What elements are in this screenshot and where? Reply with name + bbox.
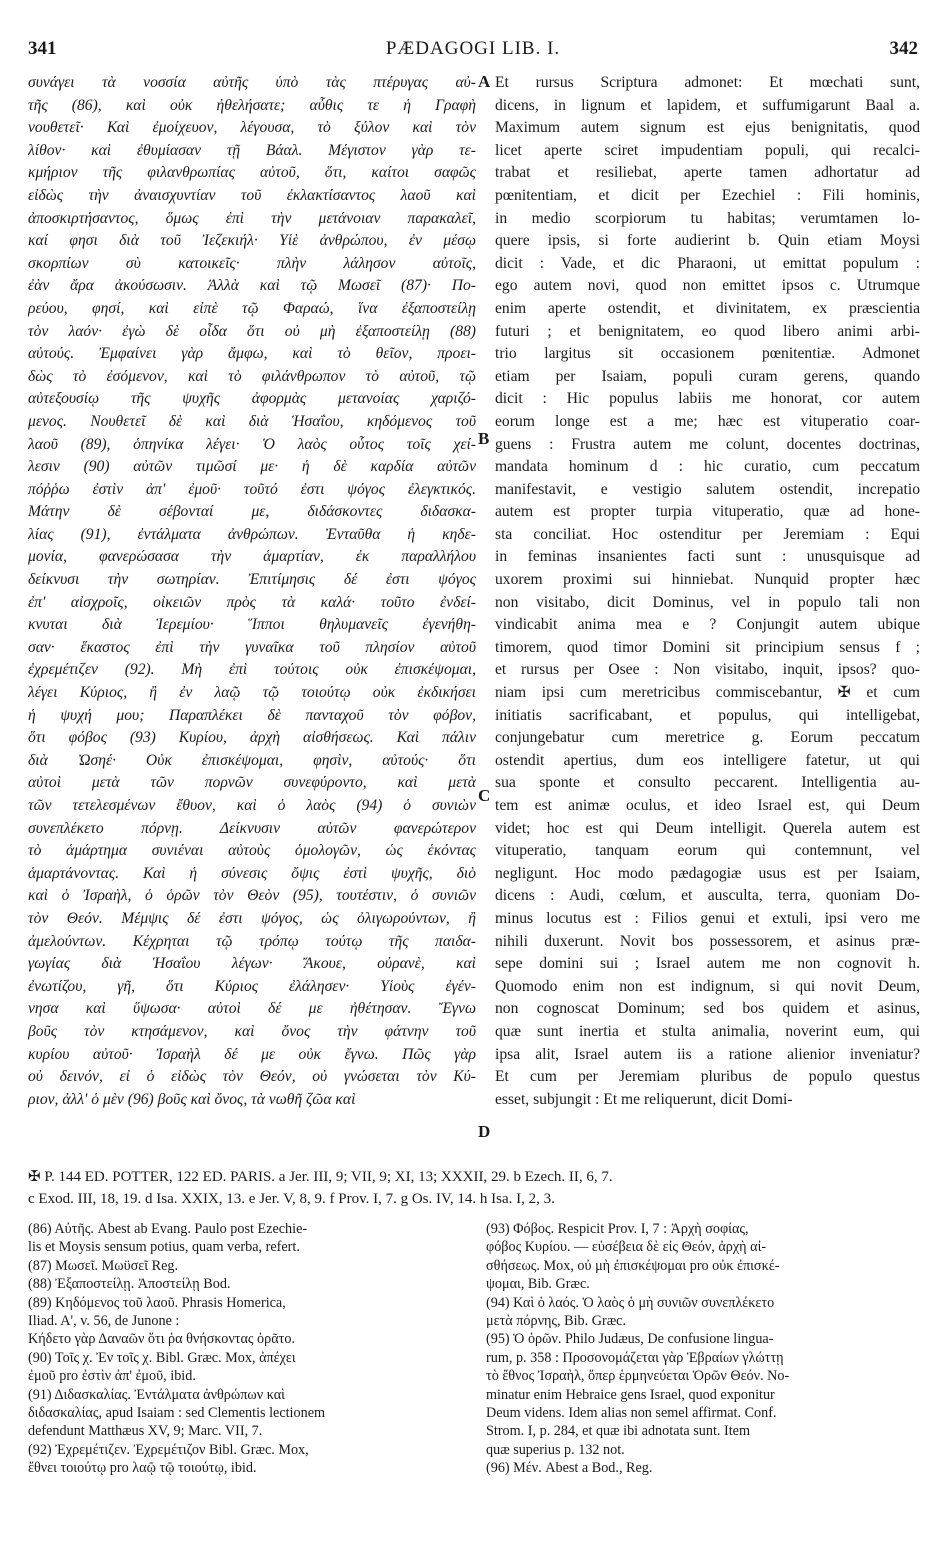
greek-text-line: πόῤῥω ἐστὶν ἀπ' ἐμοῦ· τοῦτό ἐστι ψόγος ἐλεγκτικός. [28, 480, 476, 498]
reference-line: ✠ P. 144 ED. POTTER, 122 ED. PARIS. a Jer. III, 9; VII, 9; XI, 13; XXXII, 29. b Ezech. II, 6, 7. [28, 1169, 613, 1185]
latin-text-line: uxorem proximi sui hinniebat. Nunquid propter hæc [495, 571, 920, 589]
margin-marker-d: D [478, 1122, 491, 1141]
latin-text-line: quæ sunt inertia et stulta animalia, noverint eum, qui [495, 1022, 920, 1040]
greek-text-line: δείκνυσι τὴν σωτηρίαν. Ἐπιτίμησις δέ ἐστι ψόγος [28, 571, 476, 589]
greek-text-line: λέγει Κύριος, ἢ ἐν λαῷ τῷ τοιούτῳ οὐκ ἐκδικήσει [28, 684, 476, 702]
greek-text-line: αὐτούς. Ἐμφαίνει γὰρ ἄμφω, καὶ τὸ θεῖον, προει- [28, 345, 476, 363]
footnote-line: ψομαι, Bib. Græc. [486, 1276, 590, 1293]
margin-marker-b: B [478, 429, 490, 448]
greek-text-line: καὶ ὁ Ἰσραὴλ, ὁ ὁρῶν τὸν Θεὸν (95), τουτέστιν, ὁ συνιῶν [28, 887, 476, 905]
greek-text-line: τῆς (86), καὶ οὐκ ἠθελήσατε; αὖθις τε ἡ Γραφὴ [28, 96, 476, 114]
greek-text-line: ἀμελούντων. Κέχρηται τῷ τρόπῳ τούτῳ τῆς παιδα- [28, 932, 476, 950]
latin-text-line: ipsa alit, Israel autem iis a ratione alienior inveniatur? [495, 1045, 920, 1063]
footnote-line: (95) Ὁ ὁρῶν. Philo Judæus, De confusione lingua- [486, 1331, 774, 1348]
latin-text-line: timorem, quod timor Domini sit principium sensus f ; [495, 638, 920, 656]
greek-text-line: ριον, ἀλλ' ὁ μὲν (96) βοῦς καὶ ὄνος, τὰ νωθῆ ζῶα καὶ [28, 1090, 356, 1108]
footnotes-right-column [486, 1220, 918, 1540]
latin-text-line: eorum longe est a me; hæc est vituperatio coar- [495, 412, 920, 430]
greek-text-line: καί φησι διὰ τοῦ Ἰεζεκιήλ· Υἱὲ ἀνθρώπου, ἐν μέσῳ [28, 232, 476, 250]
latin-text-line: autem est propter turpia vituperatio, quæ ad hone- [495, 503, 920, 521]
greek-text-line: κνυται διὰ Ἱερεμίου· Ἵπποι θηλυμανεῖς ἐγενήθη- [28, 616, 476, 634]
latin-text-line: Maximum autem signum est ejus benignitatis, quod [495, 119, 920, 137]
latin-text-line: enim aperte ostendit, et divinitatem, ex præscientia [495, 299, 920, 317]
footnote-line: lis et Moysis sensum potius, quam verba, refert. [28, 1239, 300, 1256]
greek-text-line: εἰδὼς τὴν ἀναισχυντίαν τοῦ ἐκλακτίσαντος λαοῦ καὶ [28, 186, 476, 204]
footnote-line: (86) Αὐτῆς. Abest ab Evang. Paulo post Ezechie- [28, 1221, 308, 1237]
greek-text-line: ἡ ψυχή μου; Παραπλέκει δὲ πανταχοῦ τὸν φόβον, [28, 706, 476, 724]
greek-text-column [28, 72, 476, 1162]
latin-text-line: in feminas insanientes facti sunt : unusquisque ad [495, 548, 920, 566]
latin-text-line: ego autem novi, quod non emittet ipsos c. Utrumque [495, 277, 920, 295]
page-number-left: 341 [28, 38, 57, 59]
greek-text-line: τῶν τετελεσμένων ἔθυον, καὶ ὁ λαὸς (94) ὁ συνιὼν [28, 797, 476, 814]
latin-text-line: mandata hominum d : hic curatio, cum peccatum [495, 458, 920, 476]
latin-text-line: dicit : Vade, et dic Pharaoni, ut emittat populum : [495, 254, 920, 272]
latin-text-line: conjungebatur cum meretrice g. Eorum peccatum [495, 729, 920, 747]
latin-text-line: quere ipsis, si forte audierint b. Quin etiam Moysi [495, 232, 920, 250]
footnote-line: (93) Φόβος. Respicit Prov. I, 7 : Ἀρχὴ σοφίας, [486, 1221, 749, 1237]
greek-text-line: ἀποσκιρτήσαντος, ὅμως ἐπὶ τὴν μετάνοιαν παρακαλεῖ, [28, 209, 476, 227]
latin-text-column [495, 72, 920, 1162]
greek-text-line: ἐπ' αἰσχροῖς, οἰκειῶν πρὸς τὰ καλά· τοῦτο ἐνδεί- [28, 593, 476, 611]
greek-text-line: ἐχρεμέτιζεν (92). Μὴ ἐπὶ τούτοις οὐκ ἐπισκέψομαι, [28, 661, 476, 679]
page-number-right: 342 [889, 38, 918, 59]
margin-marker-c: C [478, 786, 491, 805]
greek-text-line: Μάτην δὲ σέβονταί με, διδάσκοντες διδασκα- [28, 503, 476, 521]
greek-text-line: κυρίου αὐτοῦ· Ἰσραὴλ δέ με οὐκ ἔγνω. Πῶς γὰρ [28, 1045, 476, 1063]
greek-text-line: ρεύου, φησί, καὶ εἰπὲ τῷ Φαραώ, ἵνα ἐξαποστείλῃ [28, 299, 476, 317]
footnote-line: (96) Μέν. Abest a Bod., Reg. [486, 1460, 653, 1477]
latin-text-line: sta conciliat. Hoc ostenditur per Jeremiam : Equi [495, 525, 920, 543]
latin-text-line: vindicabit anima mea e ? Conjungit autem ubique [495, 616, 920, 634]
greek-text-line: αὐτοὶ μετὰ τῶν πορνῶν συνεφύροντο, καὶ μετὰ [28, 774, 476, 792]
greek-text-line: μενος. Νουθετεῖ δὲ καὶ διὰ Ἡσαΐου, κηδόμενος τοῦ [28, 412, 476, 430]
footnote-line: quæ superius p. 132 not. [486, 1441, 625, 1458]
greek-text-line: λίθον· καὶ ἐθυμίασαν τῇ Βάαλ. Μέγιστον γὰρ τε- [28, 141, 476, 159]
latin-text-line: niam ipsi cum meretricibus commiscebantur, ✠ et cum [495, 684, 920, 702]
greek-text-line: βοῦς τὸν κτησάμενον, καὶ ὄνος τὴν φάτνην τοῦ [28, 1022, 476, 1040]
latin-text-line: minus locutus est : Filios genui et extuli, ipsi vero me [495, 909, 920, 927]
greek-text-line: λαοῦ (89), ὁπηνίκα λέγει· Ὁ λαὸς οὗτος τοῖς χεί- [28, 435, 476, 453]
footnote-line: Deum videns. Idem alias non semel affirmat. Conf. [486, 1405, 777, 1422]
footnote-line: Iliad. A', v. 56, de Junone : [28, 1313, 180, 1330]
footnote-line: τὸ ἔθνος Ἰσραὴλ, ὅπερ ἑρμηνεύεται Ὁρῶν Θεόν. No- [486, 1368, 790, 1385]
greek-text-line: νησα καὶ ὕψωσα· αὐτοὶ δέ με ἠθέτησαν. Ἔγνω [28, 1000, 476, 1018]
latin-text-line: in medio scorpiorum tu habitas; verumtamen lo- [495, 209, 920, 227]
footnote-line: (88) Ἐξαποστείλῃ. Ἀποστείλῃ Bod. [28, 1276, 231, 1293]
greek-text-line: συνάγει τὰ νοσσία αὐτῆς ὑπὸ τὰς πτέρυγας αὐ- [28, 74, 476, 91]
greek-text-line: κμήριον τῆς φιλανθρωπίας αὐτοῦ, ὅτι, καίτοι σαφῶς [28, 164, 476, 182]
footnote-line: ἐμοῦ pro ἐστὶν ἀπ' ἐμοῦ, ibid. [28, 1368, 196, 1385]
latin-text-line: pœnitentiam, et dicit per Ezechiel : Fili hominis, [495, 186, 920, 204]
footnote-line: (94) Καὶ ὁ λαός. Ὁ λαὸς ὁ μὴ συνιῶν συνεπλέκετο [486, 1294, 775, 1311]
latin-text-line: Et rursus Scriptura admonet: Et mœchati sunt, [495, 74, 920, 91]
greek-text-line: οὐ δεινόν, εἰ ὁ εἰδὼς τὸν Θεόν, οὐ γνώσεται τὸν Κύ- [28, 1068, 476, 1086]
latin-text-line: dicit : Hic populus labiis me honorat, cor autem [495, 390, 920, 408]
greek-text-line: ἁμαρτάνοντας. Καὶ ἡ σύνεσις ὄψις ἐστὶ ψυχῆς, διὸ [28, 864, 476, 882]
greek-text-line: ὅτι φόβος (93) Κυρίου, ἀρχὴ αἰσθήσεως. Καὶ πάλιν [28, 729, 476, 747]
greek-text-line: τὸν Θεόν. Μέμψις δέ ἐστι ψόγος, ὡς ὀλιγωρούντων, ἢ [28, 909, 476, 927]
latin-text-line: sua sponte et consulto peccarent. Intelligentia au- [495, 774, 920, 792]
greek-text-line: ἐνωτίζου, γῆ, ὅτι Κύριος ἐλάλησεν· Υἱοὺς ἐγέν- [28, 977, 476, 995]
greek-text-line: αὐτεξουσίῳ τῆς ψυχῆς ἀφορμὰς μετανοίας χαριζό- [28, 390, 476, 408]
greek-text-line: τὸν λαόν· ἐγὼ δὲ οἶδα ὅτι οὐ μὴ ἐξαποστείλῃ (88) [28, 322, 476, 340]
greek-text-line: γωγίας διὰ Ἡσαΐου λέγων· Ἄκουε, οὐρανὲ, καὶ [28, 955, 476, 973]
latin-text-line: negligunt. Hoc modo pædagogiæ usus est per Isaiam, [495, 864, 920, 882]
footnote-line: defendunt Matthæus XV, 9; Marc. VII, 7. [28, 1423, 263, 1440]
footnote-line: minatur enim Hebraice gens Israel, quod exponitur [486, 1386, 775, 1403]
latin-text-line: non visitabo, dicit Dominus, vel in populo tali non [495, 593, 920, 611]
footnote-line: (89) Κηδόμενος τοῦ λαοῦ. Phrasis Homerica, [28, 1294, 286, 1311]
footnote-line: (92) Ἐχρεμέτιζεν. Ἐχρεμέτιζον Bibl. Græc. Mox, [28, 1441, 309, 1458]
footnote-line: Strom. I, p. 284, et quæ ibi adnotata sunt. Item [486, 1423, 751, 1440]
latin-text-line: Quomodo enim non est indignum, si qui novit Deum, [495, 977, 920, 995]
greek-text-line: νουθετεῖ· Καὶ ἐμοίχευον, λέγουσα, τὸ ξύλον καὶ τὸν [28, 119, 476, 137]
footnote-line: μετὰ πόρνης, Bib. Græc. [486, 1313, 626, 1330]
greek-text-line: σκορπίων σὺ κατοικεῖς· πλὴν λάλησον αὐτοῖς, [28, 254, 476, 272]
greek-text-line: συνεπλέκετο πόρνῃ. Δείκνυσιν αὐτῶν φανερώτερον [28, 819, 476, 837]
greek-text-line: διὰ Ὠσηέ· Οὐκ ἐπισκέψομαι, φησὶν, αὐτούς· ὅτι [28, 751, 476, 769]
latin-text-line: ostendit apertius, dum eos intelligere fatetur, ut qui [495, 751, 920, 769]
greek-text-line: ἐὰν ἄρα ἀκούσωσιν. Ἀλλὰ καὶ τῷ Μωσεῖ (87)· Πο- [28, 277, 476, 295]
latin-text-line: nihili duxerunt. Novit bos possessorem, et asinus præ- [495, 932, 920, 950]
latin-text-line: etiam per Isaiam, populi curam gerens, quando [495, 367, 920, 385]
latin-text-line: tem est animæ oculus, et ideo Israel est, qui Deum [495, 797, 920, 814]
latin-text-line: futuri ; et benignitatem, eo quod libero animi arbi- [495, 322, 920, 340]
latin-text-line: trio largitus sit occasionem pœnitentiæ. Admonet [495, 345, 920, 363]
latin-text-line: guens : Frustra autem me colunt, docentes doctrinas, [495, 435, 920, 453]
footnote-line: (90) Τοῖς χ. Ἐν τοῖς χ. Bibl. Græc. Mox, ἀπέχει [28, 1349, 296, 1366]
page-header [28, 38, 918, 68]
latin-text-line: sepe domini sui ; Israel autem me non cognovit h. [495, 955, 920, 973]
latin-text-line: dicens, in lignum et lapidem, et suffumigarunt Baal a. [495, 96, 920, 114]
margin-marker-a: A [478, 72, 491, 91]
latin-text-line: manifestavit, e vestigio salutem ostendit, increpatio [495, 480, 920, 498]
latin-text-line: esset, subjungit : Et me reliquerunt, dicit Domi- [495, 1090, 793, 1108]
latin-text-line: non cognoscat Dominum; sed bos quidem et asinus, [495, 1000, 920, 1018]
latin-text-line: trabat et resiliebat, aperte tamen adhortatur ad [495, 164, 920, 182]
greek-text-line: μονία, φανερώσασα τὴν ἁμαρτίαν, ἐκ παραλλήλου [28, 548, 476, 566]
scripture-references [28, 1166, 918, 1210]
running-title: PÆDAGOGI LIB. I. [385, 38, 561, 59]
footnote-line: (91) Διδασκαλίας. Ἐντάλματα ἀνθρώπων καὶ [28, 1386, 285, 1403]
latin-text-line: licet aperte sciret impudentiam populi, qui recalci- [495, 141, 920, 159]
latin-text-line: initiatis sacrificabant, et populus, qui intelligebat, [495, 706, 920, 724]
latin-text-line: et rursus per Osee : Non visitabo, inquit, ipsos? quo- [495, 661, 920, 679]
footnote-line: rum, p. 358 : Προσονομάζεται γὰρ Ἑβραίων γλώττῃ [486, 1349, 784, 1366]
greek-text-line: δὼς τὸ ἐσόμενον, καὶ τὸ φιλάνθρωπον τὸ αὐτοῦ, τῷ [28, 367, 476, 385]
greek-text-line: λεσιν (90) αὐτῶν τιμῶσί με· ἡ δὲ καρδία αὐτῶν [28, 458, 476, 476]
latin-text-line: Et cum per Jeremiam pluribus de populo questus [495, 1068, 920, 1086]
footnote-line: φόβος Κυρίου. — εὐσέβεια δὲ εἰς Θεόν, ἀρχὴ αἰ- [486, 1239, 767, 1256]
reference-line: c Exod. III, 18, 19. d Isa. XXIX, 13. e Jer. V, 8, 9. f Prov. I, 7. g Os. IV, 14. h Isa. I, 2, 3. [28, 1191, 555, 1207]
greek-text-line: λίας (91), ἐντάλματα ἀνθρώπων. Ἐνταῦθα ἡ κηδε- [28, 525, 476, 543]
footnotes-left-column [28, 1220, 458, 1540]
latin-text-line: dicens : Audi, cœlum, et ausculta, terra, quoniam Do- [495, 887, 920, 905]
footnote-line: Κήδετο γὰρ Δαναῶν ὅτι ῥα θνήσκοντας ὁρᾶτο. [28, 1331, 295, 1348]
footnote-line: σθήσεως. Mox, οὐ μὴ ἐπισκέψομαι pro οὐκ ἐπισκέ- [486, 1257, 780, 1274]
greek-text-line: σαν· ἕκαστος ἐπὶ τὴν γυναῖκα τοῦ πλησίον αὐτοῦ [28, 638, 476, 656]
latin-text-line: vituperatio, tanquam eorum qui contemnunt, vel [495, 842, 920, 860]
footnote-line: διδασκαλίας, apud Isaiam : sed Clementis lectionem [28, 1405, 326, 1422]
greek-text-line: τὸ ἁμάρτημα συνιέναι αὐτοὺς ὁμολογῶν, ὡς ἑκόντας [28, 842, 476, 860]
footnote-line: ἔθνει τοιούτῳ pro λαῷ τῷ τοιούτῳ, ibid. [28, 1460, 257, 1477]
footnote-line: (87) Μωσεῖ. Μωϋσεῖ Reg. [28, 1257, 179, 1274]
latin-text-line: videt; hoc est qui Deum intelligit. Querela autem est [495, 819, 920, 837]
